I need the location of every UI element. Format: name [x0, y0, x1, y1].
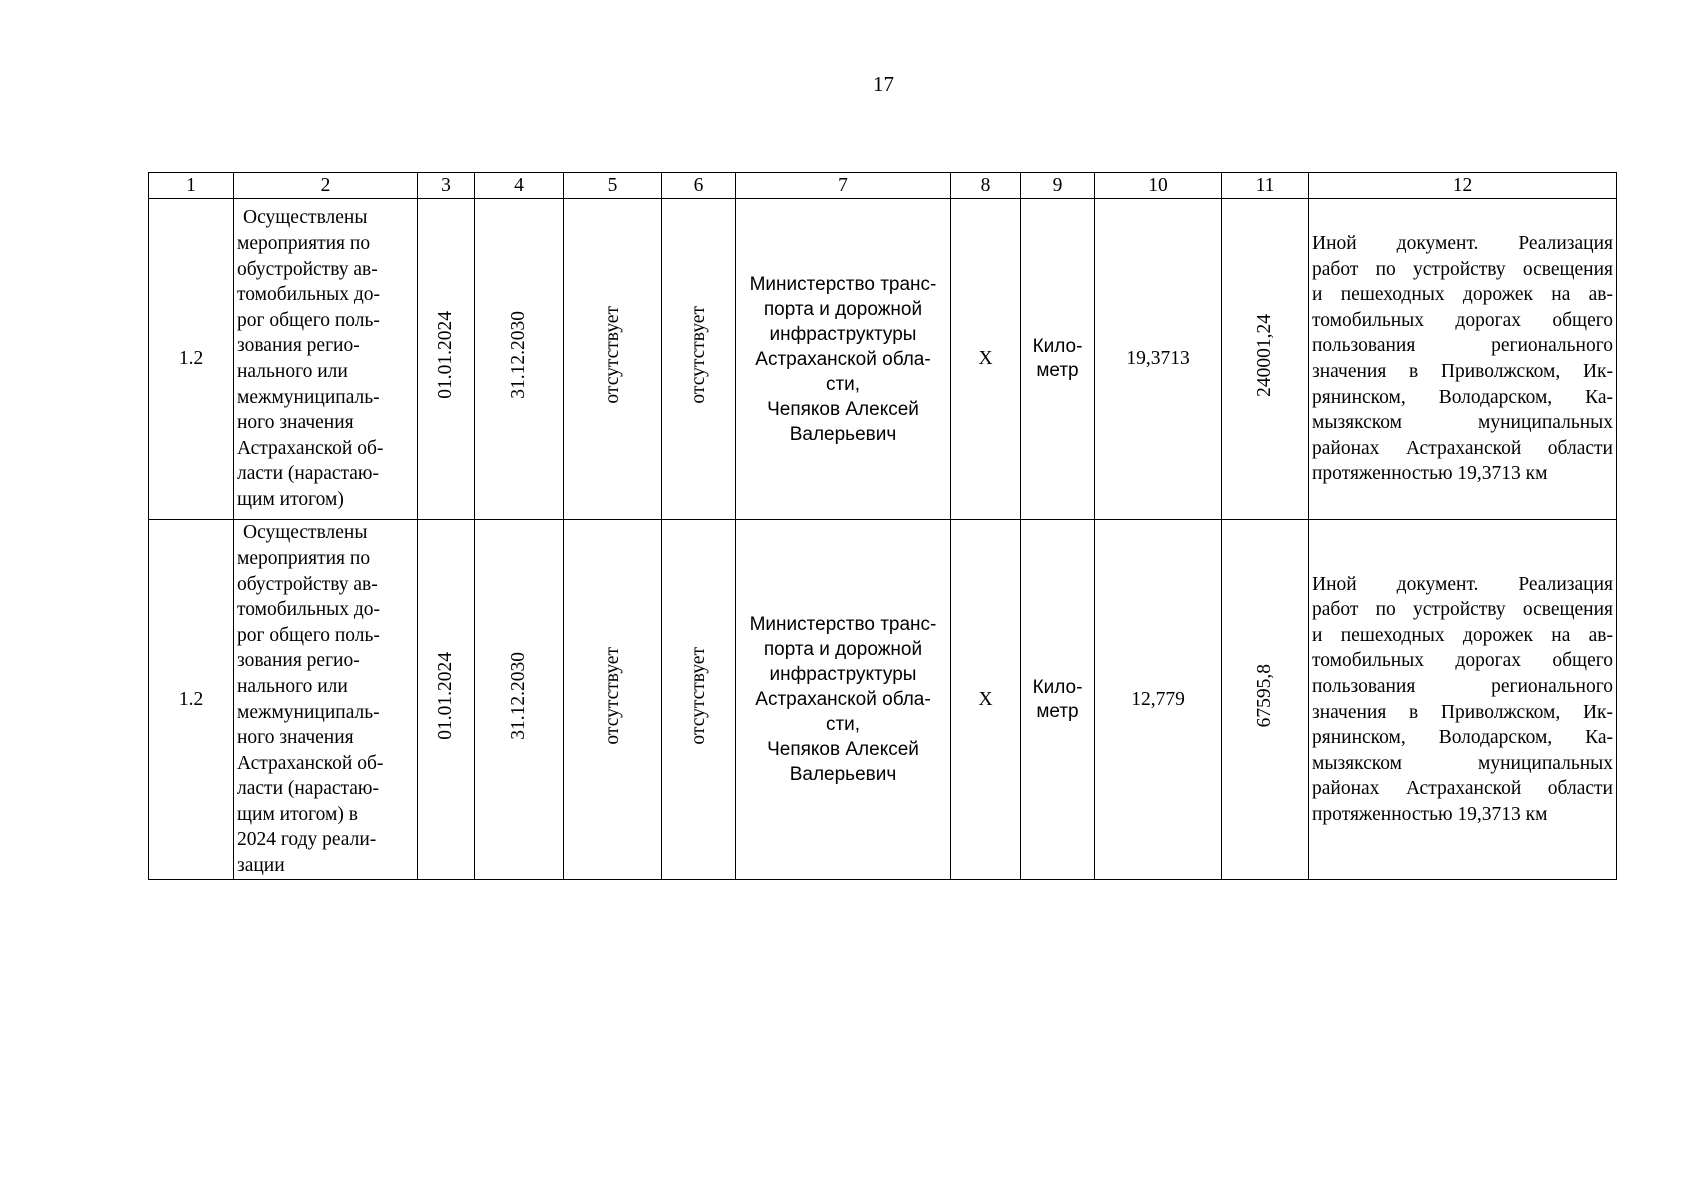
amount: 240001,24: [1254, 313, 1275, 397]
text-line: Кило-: [1032, 676, 1083, 698]
text-line: зования регио-: [237, 335, 360, 357]
text-line: Астраханской обла-: [755, 689, 931, 710]
col6-text: отсутствует: [687, 306, 709, 404]
text-line: пользования регионального: [1312, 675, 1613, 697]
text-line: томобильных дорогах общего: [1312, 650, 1613, 672]
amount-cell: [1222, 520, 1309, 880]
col5-text: отсутствует: [601, 306, 623, 404]
header-cell: 1: [149, 173, 234, 199]
text-line: Астраханской обла-: [755, 348, 931, 370]
header-cell: 10: [1095, 173, 1222, 199]
text-line: рянинском, Володарском, Ка-: [1312, 727, 1613, 749]
document-note: [1309, 520, 1617, 880]
header-cell: 4: [475, 173, 564, 199]
row-number: 1.2: [149, 520, 234, 880]
text-line: Валерьевич: [789, 423, 897, 445]
text-line: рянинском, Володарском, Ка-: [1312, 386, 1613, 408]
text-line: инфраструктуры: [769, 664, 917, 685]
text-line: работ по устройству освещения: [1312, 258, 1613, 280]
page-number: 17: [873, 72, 894, 96]
text-line: значения в Приволжском, Ик-: [1312, 701, 1613, 723]
text-line: ласти (нарастаю-: [237, 778, 379, 800]
text-line: ного значения: [237, 412, 354, 434]
text-line: томобильных дорогах общего: [1312, 309, 1613, 331]
text-line: нального или: [237, 361, 348, 382]
text-line: инфраструктуры: [769, 323, 917, 345]
text-line: 2024 году реали-: [237, 829, 377, 851]
header-cell: 7: [736, 173, 951, 199]
text-line: нального или: [237, 675, 348, 697]
text-line: межмуниципаль-: [237, 701, 380, 723]
header-cell: 12: [1309, 173, 1617, 199]
unit-of-measure: [1021, 199, 1095, 520]
text-line: Чепяков Алексей: [767, 739, 919, 760]
text-line: Валерьевич: [789, 764, 897, 785]
text-line: томобильных до-: [237, 284, 381, 306]
end-date: 31.12.2030: [508, 651, 529, 740]
text-line: мызякском муниципальных: [1312, 752, 1613, 774]
target-value: 12,779: [1095, 520, 1222, 880]
text-line: Астраханской об-: [237, 752, 384, 774]
amount-cell: [1222, 199, 1309, 520]
text-line: протяженностью 19,3713 км: [1312, 463, 1548, 485]
data-table: [148, 172, 1617, 880]
unit-of-measure: [1021, 520, 1095, 880]
header-cell: 9: [1021, 173, 1095, 199]
header-cell: 5: [564, 173, 662, 199]
text-line: метр: [1036, 360, 1079, 381]
text-line: Иной документ. Реализация: [1312, 233, 1613, 255]
text-line: протяженностью 19,3713 км: [1312, 803, 1548, 825]
text-line: мызякском муниципальных: [1312, 412, 1613, 434]
table-row: [149, 520, 1617, 880]
col5-cell: [564, 199, 662, 520]
text-line: Иной документ. Реализация: [1312, 573, 1613, 595]
col8-mark: Х: [951, 199, 1021, 520]
text-line: и пешеходных дорожек на ав-: [1312, 284, 1613, 306]
text-line: порта и дорожной: [763, 298, 923, 320]
text-line: мероприятия по: [237, 547, 371, 569]
table-row: [149, 199, 1617, 520]
text-line: Кило-: [1032, 336, 1083, 357]
col8-mark: Х: [951, 520, 1021, 880]
text-line: щим итогом): [237, 488, 344, 510]
col5-text: отсутствует: [601, 646, 623, 745]
header-cell: 3: [418, 173, 475, 199]
text-line: обустройству ав-: [237, 573, 378, 595]
text-line: пользования регионального: [1312, 335, 1613, 357]
header-cell: 2: [234, 173, 418, 199]
target-value: 19,3713: [1095, 199, 1222, 520]
responsible-party: [736, 199, 951, 520]
col6-cell: [662, 520, 736, 880]
text-line: Осуществлены: [243, 207, 368, 229]
text-line: порта и дорожной: [763, 639, 923, 660]
text-line: и пешеходных дорожек на ав-: [1312, 624, 1613, 646]
text-line: Министерство транс-: [749, 273, 937, 295]
start-date: 01.01.2024: [435, 311, 456, 400]
document-note: [1309, 199, 1617, 520]
end-date: 31.12.2030: [508, 311, 529, 400]
text-line: ного значения: [237, 727, 354, 749]
measure-description: [234, 520, 418, 880]
text-line: зования регио-: [237, 650, 360, 672]
text-line: обустройству ав-: [237, 258, 378, 280]
row-number: 1.2: [149, 199, 234, 520]
text-line: районах Астраханской области: [1312, 778, 1613, 800]
text-line: Астраханской об-: [237, 437, 384, 459]
measure-description: [234, 199, 418, 520]
text-line: значения в Приволжском, Ик-: [1312, 361, 1613, 382]
text-line: рог общего поль-: [237, 309, 380, 331]
start-date-cell: [418, 520, 475, 880]
col6-cell: [662, 199, 736, 520]
text-line: сти,: [825, 714, 861, 735]
text-line: межмуниципаль-: [237, 386, 380, 408]
amount: 67595,8: [1254, 664, 1275, 728]
end-date-cell: [475, 520, 564, 880]
col6-text: отсутствует: [687, 646, 709, 745]
text-line: рог общего поль-: [237, 624, 380, 646]
text-line: метр: [1036, 700, 1079, 722]
text-line: зации: [237, 855, 285, 877]
text-line: томобильных до-: [237, 599, 381, 621]
header-cell: 6: [662, 173, 736, 199]
text-line: работ по устройству освещения: [1312, 599, 1613, 621]
text-line: мероприятия по: [237, 233, 371, 255]
header-cell: 11: [1222, 173, 1309, 199]
text-line: Чепяков Алексей: [767, 398, 919, 420]
col5-cell: [564, 520, 662, 880]
text-line: Министерство транс-: [749, 614, 937, 635]
responsible-party: [736, 520, 951, 880]
text-line: ласти (нарастаю-: [237, 463, 379, 485]
header-cell: 8: [951, 173, 1021, 199]
start-date: 01.01.2024: [435, 651, 456, 740]
text-line: сти,: [825, 373, 861, 395]
text-line: Осуществлены: [243, 522, 368, 544]
end-date-cell: [475, 199, 564, 520]
text-line: районах Астраханской области: [1312, 437, 1613, 459]
start-date-cell: [418, 199, 475, 520]
text-line: щим итогом) в: [237, 803, 358, 825]
header-row: [149, 173, 1617, 199]
